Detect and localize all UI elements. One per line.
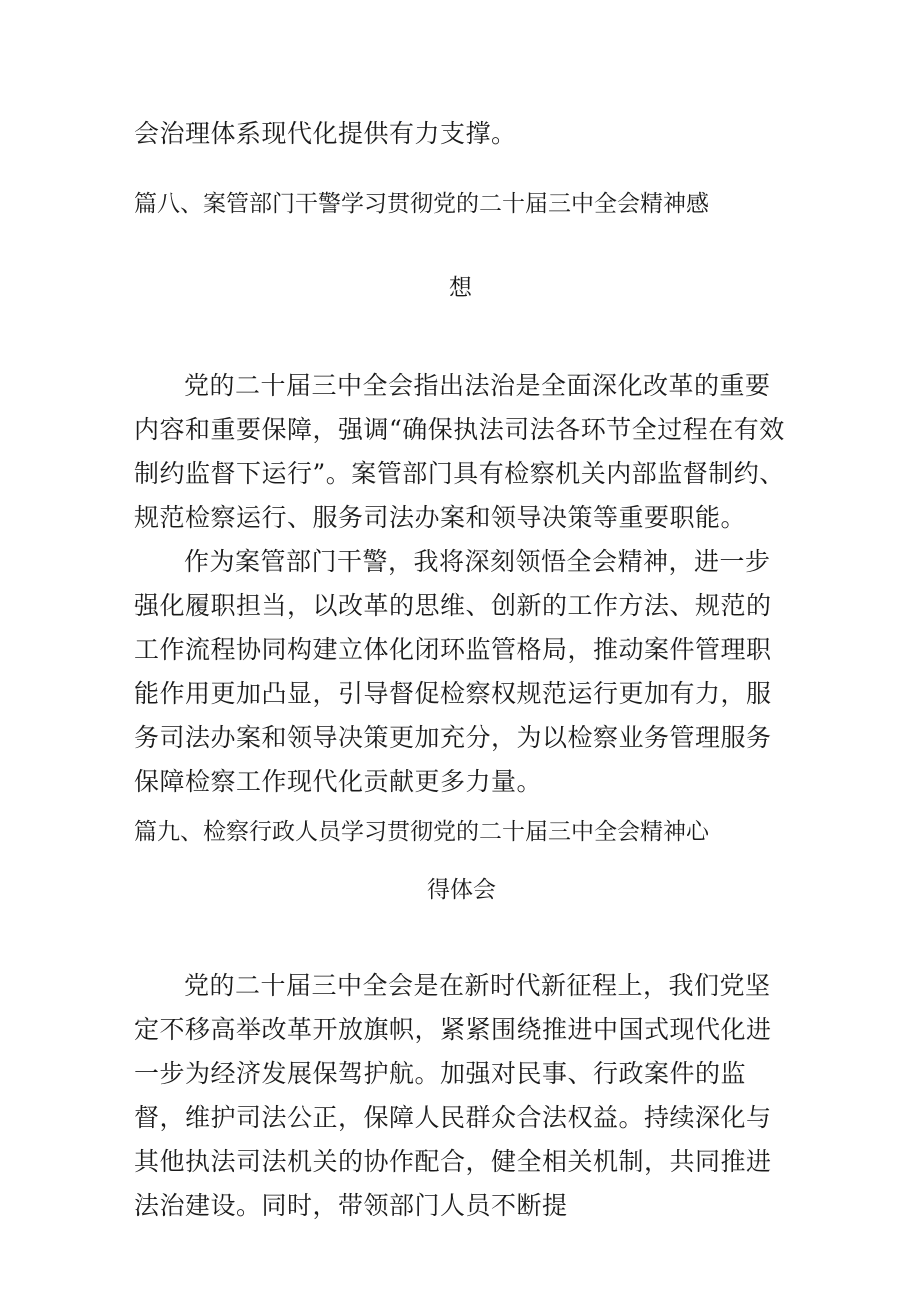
section-9-title-line-2: 得体会 [427,877,496,903]
section-8-title-line-2: 想 [449,275,472,301]
section-9-paragraph-1: 党的二十届三中全会是在新时代新征程上，我们党坚定不移高举改革开放旗帜，紧紧围绕推进中国式现代化进一步为经济发展保驾护航。加强对民事、行政案件的监督，维护司法公正，保障人民群众合法权益。持续深化与其他执法司法机关的协作配合，健全相关机制，共同推进法治建设。同时，带领部门人员不断提 [134,971,772,1220]
section-9-title-line-1: 篇九、检察行政人员学习贯彻党的二十届三中全会精神心 [134,819,709,845]
section-8-paragraph-1: 党的二十届三中全会指出法治是全面深化改革的重要内容和重要保障，强调“确保执法司法各环节全过程在有效制约监督下运行”。案管部门具有检察机关内部监督制约、规范检察运行、服务司法办案和领导决策等重要职能。 [134,371,785,532]
continuation-paragraph: 会治理体系现代化提供有力支撑。 [134,119,517,148]
section-8-paragraph-2: 作为案管部门干警，我将深刻领悟全会精神，进一步强化履职担当，以改革的思维、创新的工作方法、规范的工作流程协同构建立体化闭环监管格局，推动案件管理职能作用更加凸显，引导督促检察权规范运行更加有力，服务司法办案和领导决策更加充分，为以检察业务管理服务保障检察工作现代化贡献更多力量。 [134,547,772,796]
section-8-title-line-1: 篇八、案管部门干警学习贯彻党的二十届三中全会精神感 [134,191,709,217]
